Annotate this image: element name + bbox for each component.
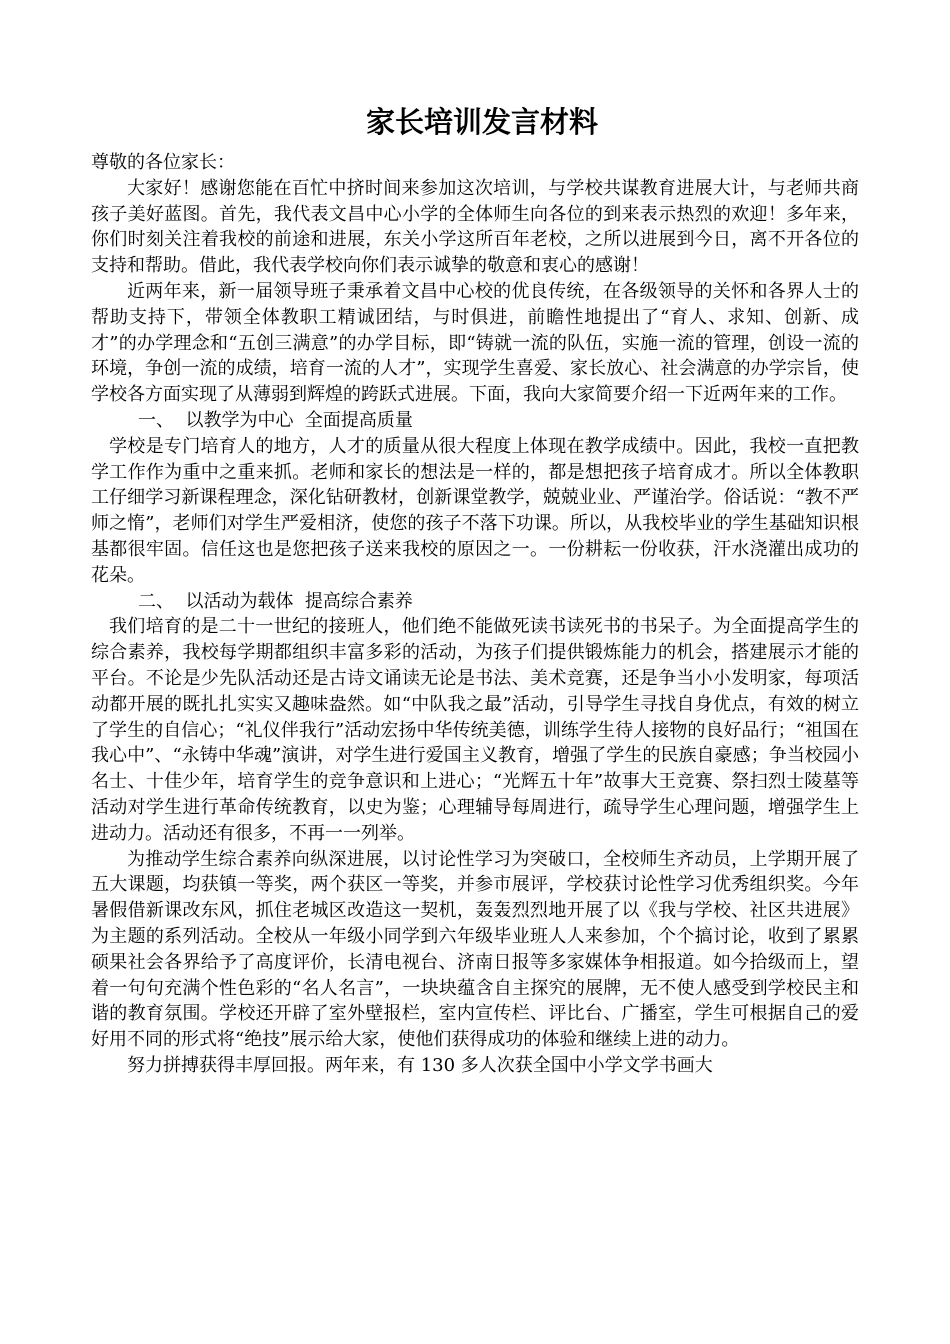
salutation: 尊敬的各位家长： [91, 152, 235, 173]
paragraph-research-learning: 为推动学生综合素养向纵深进展，以讨论性学习为突破口，全校师生齐动员，上学期开展了五大课题，均获镇一等奖，两个获区一等奖，并参市展评，学校获讨论性学习优秀组织奖。今年暑假借新课改东风，抓住老城区改造这一契机，轰轰烈烈地开展了以《我与学校、社区共进展》为主题的系列活动。全校从一年级小同学到六年级毕业班人人来参加，个个搞讨论，收到了累累硕果社会各界给予了高度评价，长清电视台、济南日报等多家媒体争相报道。如今拾级而上，望着一句句充满个性色彩的“名人名言”，一块块蕴含自主探究的展牌，无不使人感受到学校民主和谐的教育氛围。学校还开辟了室外壁报栏，室内宣传栏、评比台、广播室，学生可根据自己的爱好用不同的形式将“绝技”展示给大家，使他们获得成功的体验和继续上进的动力。 [91, 848, 859, 1051]
paragraph-introduction: 近两年来，新一届领导班子秉承着文昌中心校的优良传统，在各级领导的关怀和各界人士的帮助支持下，带领全体教职工精诚团结，与时俱进，前瞻性地提出了“育人、求知、创新、成才”的办学理念和“五创三满意”的办学目标，即“铸就一流的队伍，实施一流的管理，创设一流的环境，争创一流的成绩，培育一流的人才”，实现学生喜爱、家长放心、社会满意的办学宗旨，使学校各方面实现了从薄弱到辉煌的跨跃式进展。下面，我向大家简要介绍一下近两年来的工作。 [91, 280, 859, 406]
paragraph-achievements: 努力拼搏获得丰厚回报。两年来，有 130 多人次获全国中小学文学书画大 [127, 1054, 713, 1076]
paragraph-greeting: 大家好！感谢您能在百忙中挤时间来参加这次培训，与学校共谋教育进展大计，与老师共商孩子美好蓝图。首先，我代表文昌中心小学的全体师生向各位的到来表示热烈的欢迎！多年来，你们时刻关注着我校的前途和进展，东关小学这所百年老校，之所以进展到今日，离不开各位的支持和帮助。借此，我代表学校向你们表示诚挚的敬意和衷心的感谢！ [91, 177, 859, 277]
paragraph-activities: 我们培育的是二十一世纪的接班人，他们绝不能做死读书读死书的书呆子。为全面提高学生的综合素养，我校每学期都组织丰富多彩的活动，为孩子们提供锻炼能力的机会，搭建展示才能的平台。不论是少先队活动还是古诗文诵读无论是书法、美术竞赛，还是争当小小发明家，每项活动都开展的既扎扎实实又趣味盎然。如“中队我之最”活动，引导学生寻找自身优点，有效的树立了学生的自信心；“礼仪伴我行”活动宏扬中华传统美德，训练学生待人接物的良好品行；“祖国在我心中”、“永铸中华魂”演讲，对学生进行爱国主义教育，增强了学生的民族自豪感；争当校园小名士、十佳少年，培育学生的竞争意识和上进心；“光辉五十年”故事大王竞赛、祭扫烈士陵墓等活动对学生进行革命传统教育，以史为鉴；心理辅导每周进行，疏导学生心理问题，增强学生上进动力。活动还有很多，不再一一列举。 [91, 616, 859, 844]
document-title: 家长培训发言材料 [365, 105, 598, 139]
paragraph-teaching: 学校是专门培育人的地方，人才的质量从很大程度上体现在教学成绩中。因此，我校一直把教学工作作为重中之重来抓。老师和家长的想法是一样的，都是想把孩子培育成才。所以全体教职工仔细学习新课程理念，深化钻研教材，创新课堂教学，兢兢业业、严谨治学。俗话说：“教不严师之惰”，老师们对学生严爱相济，使您的孩子不落下功课。所以，从我校毕业的学生基础知识根基都很牢固。信任这也是您把孩子送来我校的原因之一。一份耕耘一份收获，汗水浇灌出成功的花朵。 [91, 435, 859, 586]
section-heading-activities: 二、 以活动为载体 提高综合素养 [138, 590, 413, 612]
section-heading-teaching: 一、 以教学为中心 全面提高质量 [138, 409, 413, 431]
document-page [91, 100, 859, 1079]
